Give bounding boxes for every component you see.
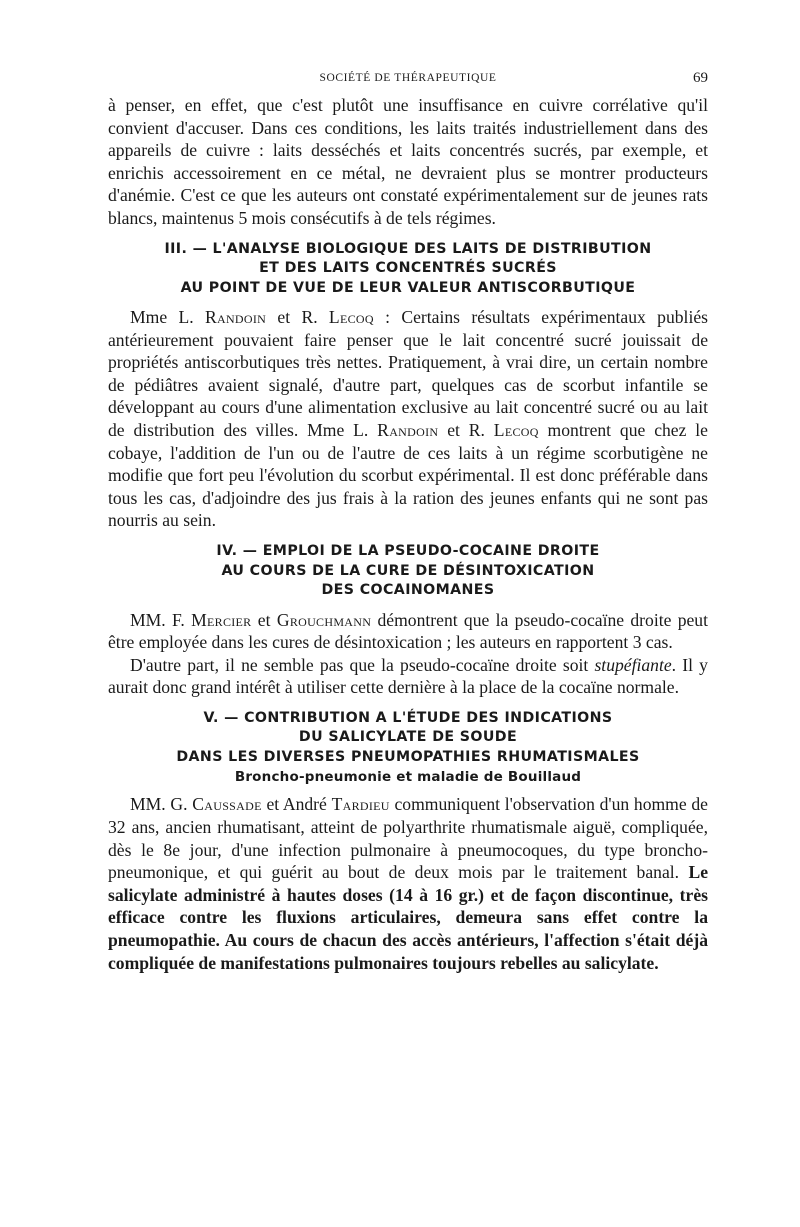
author-name: Randoin bbox=[377, 420, 439, 441]
section-iv-paragraph-2: D'autre part, il ne semble pas que la pseudo-cocaïne droite soit stupéfiante. Il y aurait donc grand intérêt à utiliser cette dernière à la place de la cocaïne normale. bbox=[108, 654, 708, 698]
author-name: Randoin bbox=[204, 307, 267, 328]
author-name: Caussade bbox=[192, 794, 262, 815]
running-header bbox=[108, 72, 708, 94]
author-name: Lecoq bbox=[328, 307, 374, 328]
section-heading-iv: IV. — EMPLOI DE LA PSEUDO-COCAINE DROITE AU COURS DE LA CURE DE DÉSINTOXICATION DES COCAINOMANES bbox=[216, 543, 600, 598]
page-number: 69 bbox=[693, 70, 708, 86]
author-name: Lecoq bbox=[493, 420, 539, 441]
section-iii-paragraph: Mme L. Randoin et R. Lecoq : Certains résultats expérimentaux publiés antérieurement pouvaient faire penser que le lait concentré sucré jouissait de propriétés antiscorbutiques très nettes. Pratiquement, à vrai dire, un certain nombre de pédiâtres avaient signalé, d'autre part, quelques cas de scorbut infantile se développant au cours d'une alimentation exclusive au lait concentré sucré ou au lait de distribution des villes. Mme L. Randoin et R. Lecoq montrent que chez le cobaye, l'addition de l'un ou de l'autre de ces laits à un régime scorbutigène ne modifie que fort peu l'évolution du scorbut expérimental. Il est donc préférable dans tous les cas, d'adjoindre des jus frais à la ration des jeunes enfants qui ne sont pas nourris au sein. bbox=[108, 307, 708, 531]
intro-paragraph: à penser, en effet, que c'est plutôt une insuffisance en cuivre corrélative qu'il convient d'accuser. Dans ces conditions, les laits traités industriellement dans des appareils de cuivre : laits desséchés et laits concentrés sucrés, par exemple, et enrichis accessoirement en ce métal, ne devraient plus se montrer producteurs d'anémie. C'est ce que les auteurs ont constaté expérimentalement sur de jeunes rats blancs, maintenus 5 mois consécutifs à de tels régimes. bbox=[108, 95, 708, 228]
section-iv-paragraph-1: MM. F. Mercier et Grouchmann démontrent que la pseudo-cocaïne droite peut être employée dans les cures de désintoxication ; les auteurs en rapportent 3 cas. bbox=[108, 609, 708, 653]
author-name: Mercier bbox=[191, 609, 252, 630]
section-heading-iii: III. — L'ANALYSE BIOLOGIQUE DES LAITS DE DISTRIBUTION ET DES LAITS CONCENTRÉS SUCRÉS AU POINT DE VUE DE LEUR VALEUR ANTISCORBUTIQUE bbox=[164, 240, 652, 296]
section-v-paragraph: MM. G. Caussade et André Tardieu communiquent l'observation d'un homme de 32 ans, ancien rhumatisant, atteint de polyarthrite rhumatismale aiguë, compliquée, dès le 8e jour, d'une infection pulmonaire à pneumocoques, du type broncho-pneumonique, et qui guérit au bout de deux mois par le traitement banal. Le salicylate administré à hautes doses (14 à 16 gr.) et de façon discontinue, très efficace contre les fluxions articulaires, demeura sans effet contre la pneumopathie. Au cours de chacun des accès antérieurs, l'affection s'était déjà compliquée de manifestations pulmonaires toujours rebelles au salicylate. bbox=[108, 794, 708, 973]
author-name: Grouchmann bbox=[276, 609, 372, 630]
author-name: Tardieu bbox=[331, 794, 390, 815]
section-v-subheading: Broncho-pneumonie et maladie de Bouillaud bbox=[234, 769, 582, 786]
header-title: SOCIÉTÉ DE THÉRAPEUTIQUE bbox=[319, 72, 497, 84]
section-heading-v: V. — CONTRIBUTION A L'ÉTUDE DES INDICATIONS DU SALICYLATE DE SOUDE DANS LES DIVERSES PNEUMOPATHIES RHUMATISMALES bbox=[176, 709, 640, 765]
